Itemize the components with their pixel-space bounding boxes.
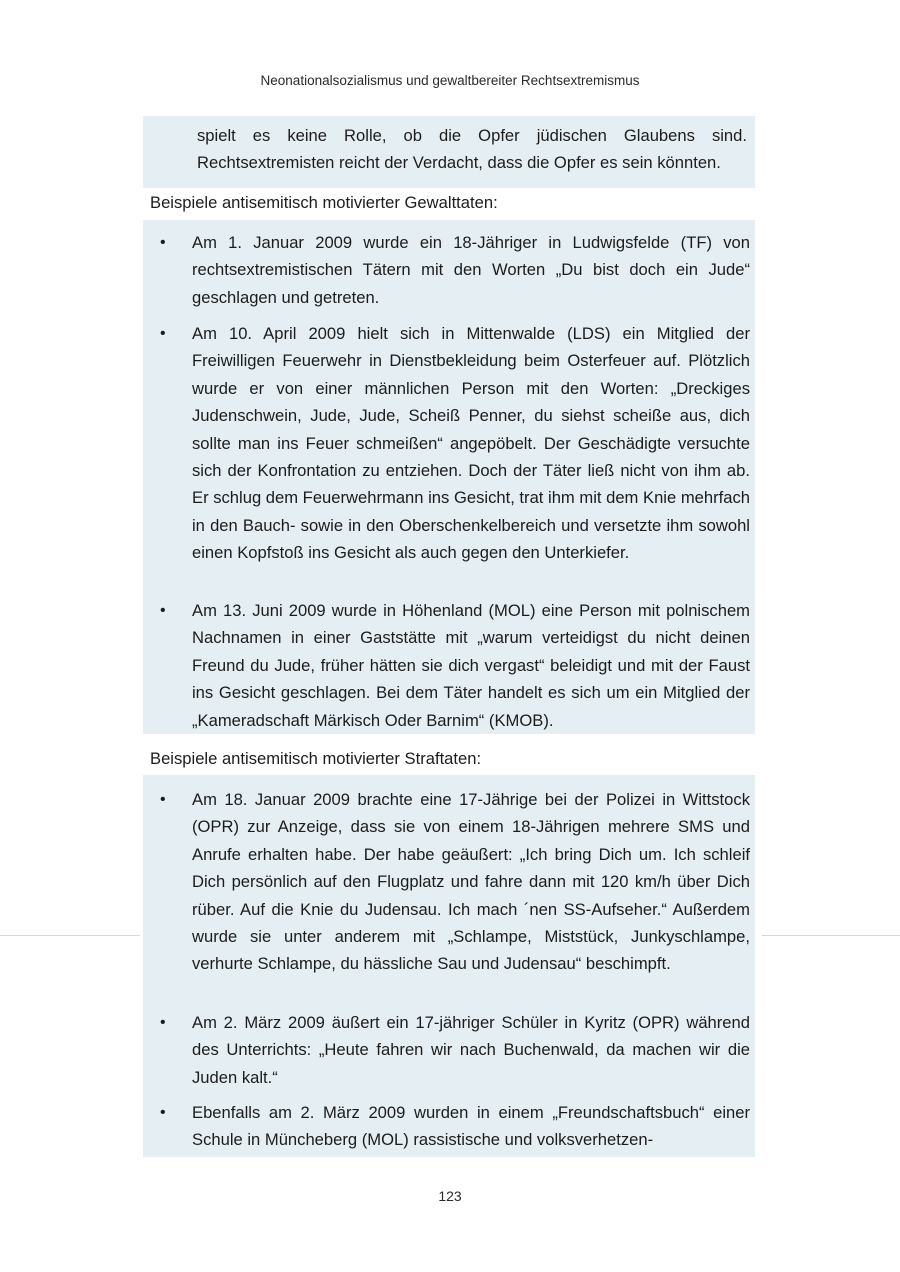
margin-rule-left (0, 935, 140, 936)
list-item (160, 1009, 750, 1091)
list-item (160, 229, 750, 311)
list-item (160, 597, 750, 734)
bullet-icon: • (160, 602, 166, 619)
bullet-icon: • (160, 234, 166, 251)
list-item-text: Am 13. Juni 2009 wurde in Höhenland (MOL) eine Person mit polnischem Nachnamen in einer Gaststätte mit „warum verteidigst du nicht deinen Freund du Jude, früher hätten sie dich vergast“ beleidigt und mit der Faust ins Gesicht geschlagen. Bei dem Täter handelt es sich um ein Mitglied der „Kameradschaft Märkisch Oder Barnim“ (KMOB). (192, 601, 750, 730)
running-header: Neonationalsozialismus und gewaltbereiter Rechtsextremismus (260, 73, 640, 88)
list-item (160, 1099, 750, 1154)
section-heading-offenses: Beispiele antisemitisch motivierter Straftaten: (150, 749, 482, 768)
list-item-text: Am 2. März 2009 äußert ein 17-jähriger Schüler in Kyritz (OPR) während des Unterrichts: „Heute fahren wir nach Buchenwald, da machen wir die Juden kalt.“ (192, 1013, 750, 1087)
list-item (160, 320, 750, 567)
page-number: 123 (438, 1188, 462, 1204)
section-heading-violence: Beispiele antisemitisch motivierter Gewalttaten: (150, 193, 498, 212)
intro-paragraph: spielt es keine Rolle, ob die Opfer jüdischen Glaubens sind. Rechtsextremisten reicht der Verdacht, dass die Opfer es sein könnten. (197, 126, 747, 173)
bullet-icon: • (160, 791, 166, 808)
list-item-text: Am 18. Januar 2009 brachte eine 17-Jährige bei der Polizei in Wittstock (OPR) zur Anzeige, dass sie von einem 18-Jährigen mehrere SMS und Anrufe erhalten habe. Der habe geäußert: „Ich bring Dich um. Ich schleif Dich persönlich auf den Flugplatz und fahre dann mit 120 km/h über Dich rüber. Auf die Knie du Judensau. Ich mach ´nen SS-Aufseher.“ Außerdem wurde sie unter anderem mit „Schlampe, Miststück, Junkyschlampe, verhurte Schlampe, du hässliche Sau und Judensau“ beschimpft. (192, 790, 750, 974)
list-item-text: Am 1. Januar 2009 wurde ein 18-Jähriger in Ludwigsfelde (TF) von rechtsextremistischen Tätern mit den Worten „Du bist doch ein Jude“ geschlagen und getreten. (192, 233, 750, 307)
bullet-icon: • (160, 1014, 166, 1031)
bullet-icon: • (160, 1104, 166, 1121)
margin-rule-right (762, 935, 900, 936)
list-item-text: Am 10. April 2009 hielt sich in Mittenwalde (LDS) ein Mitglied der Freiwilligen Feuerwehr in Dienstbekleidung beim Osterfeuer auf. Plötzlich wurde er von einer männlichen Person mit den Worten: „Dreckiges Judenschwein, Jude, Jude, Scheiß Penner, du siehst scheiße aus, dich sollte man ins Feuer schmeißen“ angepöbelt. Der Geschädigte versuchte sich der Konfrontation zu entziehen. Doch der Täter ließ nicht von ihm ab. Er schlug dem Feuerwehrmann ins Gesicht, trat ihm mit dem Knie mehrfach in den Bauch- sowie in den Oberschenkelbereich und versetzte ihm sowohl einen Kopfstoß ins Gesicht als auch gegen den Unterkiefer. (192, 324, 750, 563)
bullet-icon: • (160, 325, 166, 342)
list-item (160, 786, 750, 978)
list-item-text: Ebenfalls am 2. März 2009 wurden in einem „Freundschaftsbuch“ einer Schule in Müncheberg (MOL) rassistische und volksverhetzen- (192, 1103, 750, 1150)
